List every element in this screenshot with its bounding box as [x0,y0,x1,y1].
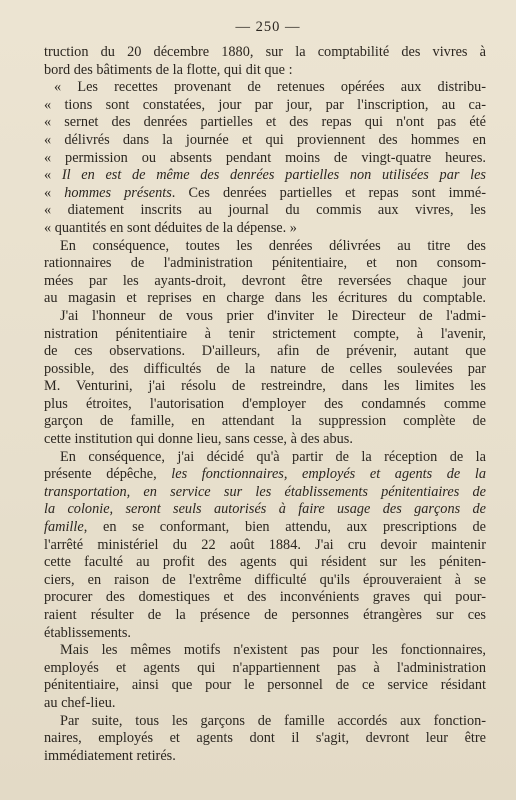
text-line: possible, des difficultés de la nature de celles soulevées par [44,360,486,377]
text-line: « hommes présents. Ces denrées partielles et repas sont immé- [44,184,486,201]
italic-text: Il en est de même des denrées partielles non utilisées par les [61,167,486,184]
paragraph-quotation [44,79,486,237]
text-line: Mais les mêmes motifs n'existent pas pour les fonctionnaires, [60,642,486,659]
text-line: ciers, en raison de l'extrême difficulté qu'ils éprouveraient à se [44,571,486,588]
italic-text: transportation, en service sur les établissements pénitentiaires de [44,483,486,500]
text-line: de ces observations. D'ailleurs, afin de prévenir, autant que [44,343,486,360]
text-line: établissements. [44,624,131,641]
text-line: cette faculté au profit des agents qui résident sur les péniten- [44,554,486,571]
text-line: « Il en est de même des denrées partielles non utilisées par les [44,167,486,184]
text-line: au chef-lieu. [44,694,116,711]
text-line: Par suite, tous les garçons de famille accordés aux fonction- [60,712,486,729]
text-line: nistration pénitentiaire à tenir strictement compte, à l'avenir, [44,325,486,342]
text-line: En conséquence, j'ai décidé qu'à partir de la réception de la [60,448,486,465]
paragraph-honneur [44,308,486,449]
text-line [44,484,486,502]
text-line: En conséquence, toutes les denrées délivrées au titre des [60,237,486,254]
text-line: garçon de famille, en attendant la suppression complète de [44,413,486,430]
text-line: « permission ou absents pendant moins de vingt-quatre heures. [44,149,486,166]
text-line: « délivrés dans la journée et qui proviennent des hommes en [44,131,486,148]
text-line: famille, en se conformant, bien attendu, aux prescriptions de [44,519,486,536]
text-line: « tions sont constatées, jour par jour, par l'inscription, au ca- [44,96,486,113]
text-line: cette institution qui donne lieu, sans cesse, à des abus. [44,431,353,448]
text-line: « diatement inscrits au journal du commis aux vivres, les [44,202,486,219]
text-line: au magasin et reprises en charge dans les écritures du comptable. [44,290,486,307]
paragraph-consequence-2 [44,449,486,643]
page-number: — 250 — [235,19,301,35]
text-line: mées par les ayants-droit, devront être reversées chaque jour [44,272,486,289]
italic-text: hommes présents [64,184,172,201]
text-line: naires, employés et agents dont il s'agit, devront leur être [44,730,486,747]
text-line [44,501,486,519]
text-line: J'ai l'honneur de vous prier d'inviter le Directeur de l'admi- [60,307,486,324]
paragraph-intro [44,44,486,79]
text-line: bord des bâtiments de la flotte, qui dit que : [44,61,293,78]
text-line: raient résulter de la présence de personnes étrangères sur ces [44,607,486,623]
text-line: procurer des domestiques et des inconvénients graves qui pour- [44,589,486,606]
text-line: immédiatement retirés. [44,747,176,764]
paragraph-consequence-1 [44,238,486,308]
text-line: « quantités en sont déduites de la dépense. » [44,219,297,236]
text-line: pénitentiaire, ainsi que pour le personnel de ce service résidant [44,677,486,694]
text-line: présente dépêche, les fonctionnaires, employés et agents de la [44,466,486,483]
text-line: M. Venturini, j'ai résolu de restreindre, dans les limites les [44,378,486,395]
body-text [44,44,486,765]
italic-text: famille [44,519,84,536]
text-line: plus étroites, l'autorisation d'employer des condamnés comme [44,395,486,412]
text-line: employés et agents qui n'appartiennent pas à l'administration [44,659,486,676]
text-line: « sernet des denrées partielles et des repas qui n'ont pas été [44,114,486,131]
text-line: rationnaires de l'administration pénitentiaire, et non consom- [44,255,486,272]
italic-text: les fonctionnaires, employés et agents de la [171,466,486,483]
text-line: truction du 20 décembre 1880, sur la comptabilité des vivres à [44,44,486,60]
text-line: « Les recettes provenant de retenues opérées aux distribu- [54,79,486,96]
paragraph-motifs [44,642,486,712]
italic-text: la colonie, seront seuls autorisés à faire usage des garçons de [44,501,486,518]
paragraph-suite [44,713,486,766]
text-line: l'arrêté ministériel du 22 août 1884. J'ai cru devoir maintenir [44,536,486,553]
